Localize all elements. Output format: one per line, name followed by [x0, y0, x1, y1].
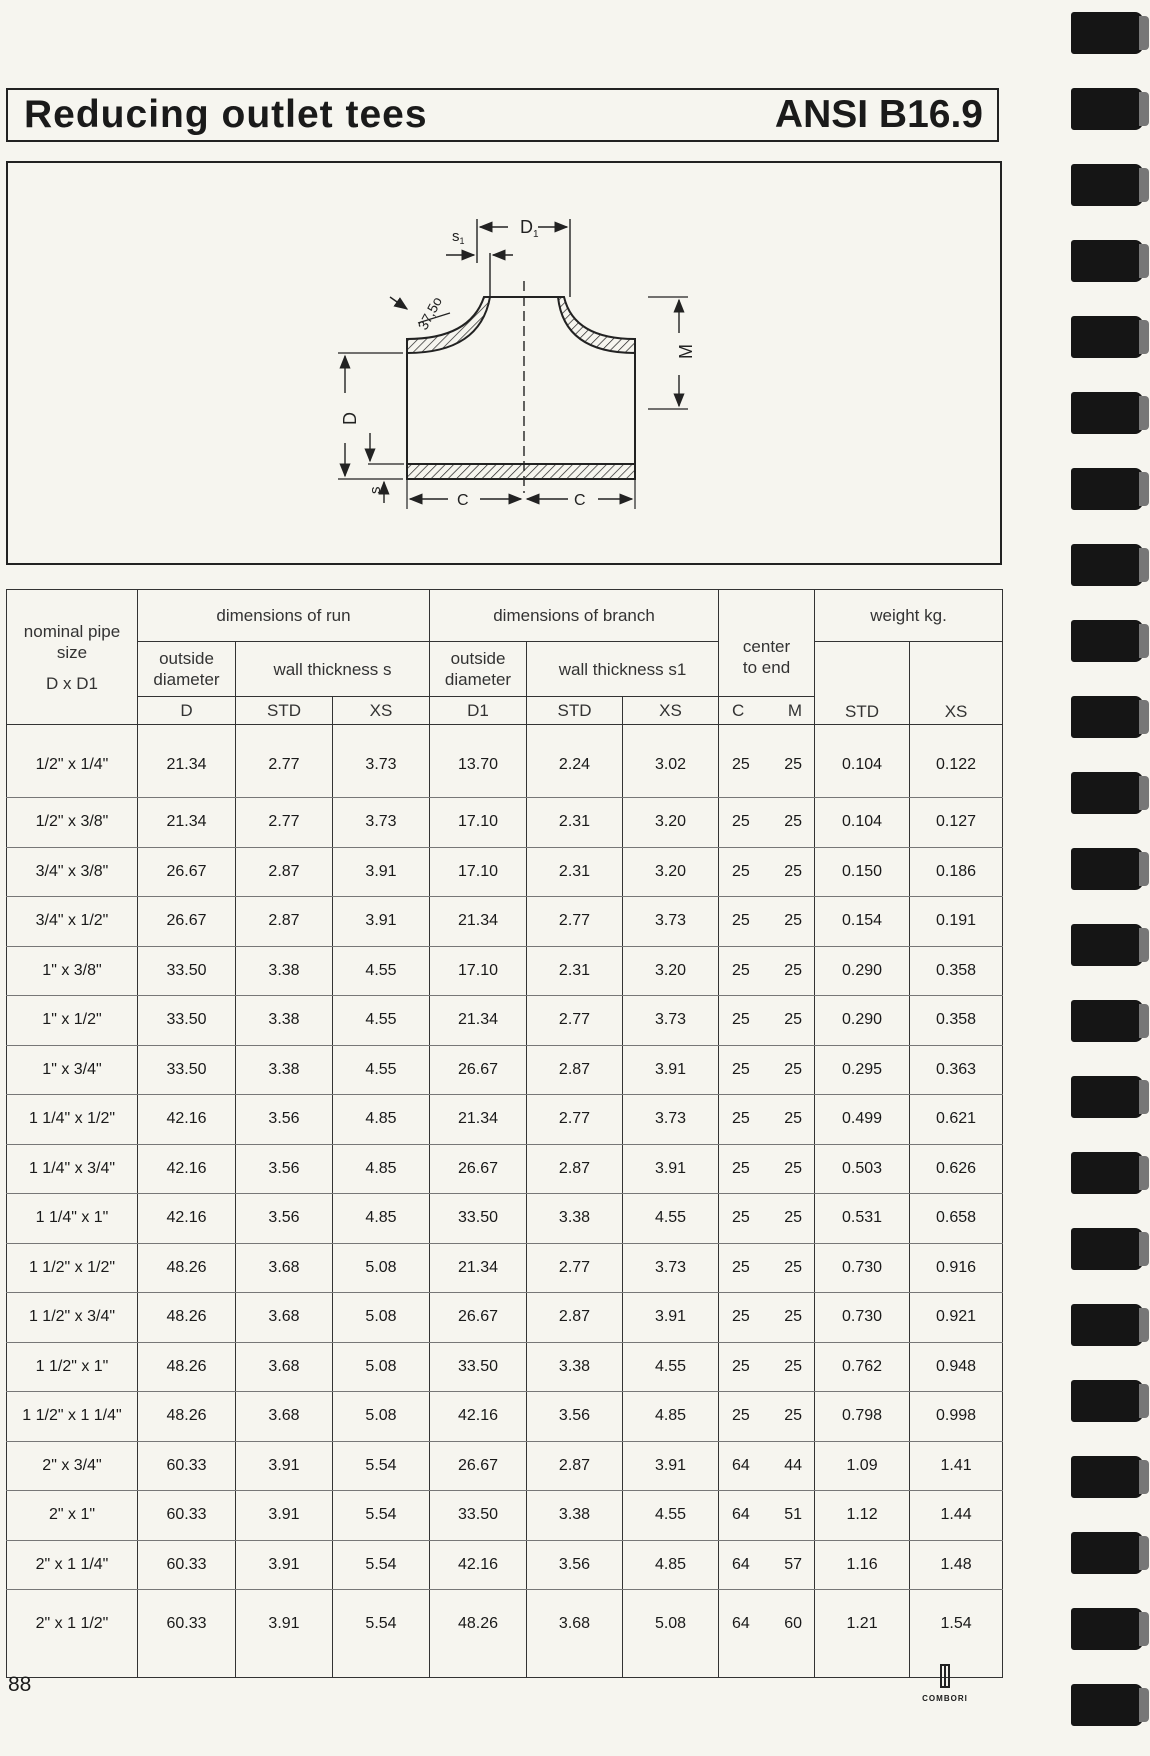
cell-run-std: 3.91 [236, 1441, 333, 1491]
cell-D1: 33.50 [430, 1342, 527, 1392]
cell-center-to-end [719, 1491, 815, 1541]
cell-br-xs: 3.73 [623, 897, 719, 947]
cell-size: 1 1/4" x 3/4" [7, 1144, 138, 1194]
cell-run-xs: 3.91 [333, 897, 430, 947]
cell-run-std: 3.91 [236, 1540, 333, 1590]
header-nominal [7, 590, 138, 725]
cell-br-xs: 5.08 [623, 1590, 719, 1678]
cell-center-to-end [719, 1045, 815, 1095]
cell-center-to-end [719, 798, 815, 848]
cell-w-std: 0.295 [815, 1045, 910, 1095]
cell-run-std: 3.38 [236, 996, 333, 1046]
cell-br-xs: 4.85 [623, 1540, 719, 1590]
cell-center-to-end [719, 1293, 815, 1343]
cell-D: 48.26 [138, 1293, 236, 1343]
cell-m: 25 [784, 1308, 803, 1326]
cell-D: 60.33 [138, 1441, 236, 1491]
cell-D: 33.50 [138, 946, 236, 996]
cell-D1: 26.67 [430, 1441, 527, 1491]
cell-m: 25 [784, 1357, 803, 1375]
header-branch: dimensions of branch [430, 590, 719, 642]
cell-br-std: 2.77 [527, 897, 623, 947]
cell-D: 42.16 [138, 1144, 236, 1194]
cell-w-xs: 0.626 [910, 1144, 1003, 1194]
label-d1: $D_1$ [520, 217, 539, 240]
cell-D1: 26.67 [430, 1293, 527, 1343]
cell-m: 25 [784, 1407, 803, 1425]
binding-ring [1071, 1608, 1143, 1650]
cell-br-std: 3.38 [527, 1491, 623, 1541]
cell-center-to-end [719, 1392, 815, 1442]
cell-c: 25 [732, 1159, 750, 1177]
cell-run-std: 3.56 [236, 1144, 333, 1194]
cell-center-to-end [719, 996, 815, 1046]
binding-ring [1071, 1304, 1143, 1346]
cell-size: 1 1/4" x 1/2" [7, 1095, 138, 1145]
cell-run-std: 3.68 [236, 1243, 333, 1293]
cell-m: 25 [784, 1060, 803, 1078]
cell-size: 1 1/2" x 3/4" [7, 1293, 138, 1343]
cell-w-xs: 1.54 [910, 1590, 1003, 1678]
binding-ring [1071, 1456, 1143, 1498]
cell-size: 3/4" x 1/2" [7, 897, 138, 947]
table-row [7, 1194, 1003, 1244]
cell-w-std: 0.150 [815, 847, 910, 897]
cell-D1: 42.16 [430, 1392, 527, 1442]
cell-w-std: 0.104 [815, 798, 910, 848]
table-row [7, 1144, 1003, 1194]
cell-br-xs: 3.20 [623, 847, 719, 897]
cell-w-xs: 0.127 [910, 798, 1003, 848]
cell-run-std: 2.77 [236, 798, 333, 848]
cell-run-xs: 5.54 [333, 1590, 430, 1678]
cell-m: 60 [784, 1614, 803, 1632]
cell-m: 25 [784, 862, 803, 880]
label-d: D [340, 412, 360, 425]
cell-c: 25 [732, 1308, 750, 1326]
cell-D: 48.26 [138, 1243, 236, 1293]
cell-size: 2" x 1 1/2" [7, 1590, 138, 1678]
cell-c: 25 [732, 756, 750, 773]
cell-br-xs: 3.91 [623, 1144, 719, 1194]
cell-size: 1 1/4" x 1" [7, 1194, 138, 1244]
cell-D: 60.33 [138, 1590, 236, 1678]
cell-m: 25 [784, 1011, 803, 1029]
cell-size: 3/4" x 3/8" [7, 847, 138, 897]
binding-ring [1071, 848, 1143, 890]
cell-center-to-end [719, 1194, 815, 1244]
cell-w-xs: 0.122 [910, 725, 1003, 798]
cell-D1: 33.50 [430, 1194, 527, 1244]
cell-w-std: 0.290 [815, 946, 910, 996]
logo-text: COMBORI [922, 1694, 968, 1703]
cell-run-std: 3.38 [236, 1045, 333, 1095]
cell-size: 1 1/2" x 1 1/4" [7, 1392, 138, 1442]
cell-run-std: 2.77 [236, 725, 333, 798]
header-center-to-end [719, 590, 815, 697]
table-row [7, 1441, 1003, 1491]
table-row [7, 1392, 1003, 1442]
cell-m: 25 [784, 912, 803, 930]
cell-w-xs: 0.658 [910, 1194, 1003, 1244]
header-run: dimensions of run [138, 590, 430, 642]
cell-run-xs: 4.85 [333, 1095, 430, 1145]
header-c: C [732, 701, 745, 720]
header-wall-thickness-branch: wall thickness s1 [527, 642, 719, 697]
cell-br-std: 3.56 [527, 1392, 623, 1442]
cell-D: 33.50 [138, 1045, 236, 1095]
cell-D: 42.16 [138, 1095, 236, 1145]
cell-br-std: 3.56 [527, 1540, 623, 1590]
cell-w-xs: 0.191 [910, 897, 1003, 947]
cell-D: 26.67 [138, 897, 236, 947]
cell-w-std: 0.798 [815, 1392, 910, 1442]
binding-ring [1071, 1684, 1143, 1726]
header-run-xs: XS [333, 697, 430, 725]
cell-br-std: 3.38 [527, 1194, 623, 1244]
binding-ring [1071, 1152, 1143, 1194]
binding-ring [1071, 772, 1143, 814]
cell-run-std: 3.91 [236, 1590, 333, 1678]
cell-D1: 17.10 [430, 847, 527, 897]
cell-c: 64 [732, 1555, 750, 1573]
cell-D: 42.16 [138, 1194, 236, 1244]
cell-c: 25 [732, 1110, 750, 1128]
spiral-binding [1065, 0, 1150, 1756]
table-row [7, 1045, 1003, 1095]
cell-w-std: 0.499 [815, 1095, 910, 1145]
table-row [7, 1590, 1003, 1678]
cell-D: 21.34 [138, 725, 236, 798]
binding-ring [1071, 620, 1143, 662]
cell-w-xs: 1.48 [910, 1540, 1003, 1590]
cell-br-xs: 3.20 [623, 798, 719, 848]
header-d1: D1 [430, 697, 527, 725]
table-row [7, 1491, 1003, 1541]
cell-w-xs: 1.44 [910, 1491, 1003, 1541]
binding-ring [1071, 468, 1143, 510]
header-run-std: STD [236, 697, 333, 725]
cell-run-xs: 3.73 [333, 725, 430, 798]
header-branch-std: STD [527, 697, 623, 725]
binding-ring [1071, 164, 1143, 206]
binding-ring [1071, 1228, 1143, 1270]
cell-D: 21.34 [138, 798, 236, 848]
cell-w-xs: 0.358 [910, 946, 1003, 996]
cell-m: 57 [784, 1555, 803, 1573]
cell-run-std: 3.56 [236, 1095, 333, 1145]
cell-run-xs: 5.54 [333, 1491, 430, 1541]
cell-c: 25 [732, 1357, 750, 1375]
cell-m: 25 [784, 1159, 803, 1177]
standard-label: ANSI B16.9 [774, 93, 983, 136]
table-row [7, 1342, 1003, 1392]
cell-D: 60.33 [138, 1491, 236, 1541]
cell-w-std: 0.730 [815, 1243, 910, 1293]
cell-D: 60.33 [138, 1540, 236, 1590]
table-row [7, 1243, 1003, 1293]
cell-run-std: 3.68 [236, 1342, 333, 1392]
cell-size: 1 1/2" x 1/2" [7, 1243, 138, 1293]
table-row [7, 1095, 1003, 1145]
cell-run-xs: 5.54 [333, 1540, 430, 1590]
label-c-left: C [457, 492, 469, 509]
cell-w-std: 1.09 [815, 1441, 910, 1491]
cell-c: 64 [732, 1456, 750, 1474]
cell-size: 2" x 1 1/4" [7, 1540, 138, 1590]
binding-ring [1071, 1076, 1143, 1118]
cell-w-xs: 1.41 [910, 1441, 1003, 1491]
cell-run-xs: 3.91 [333, 847, 430, 897]
cell-center-to-end [719, 897, 815, 947]
cell-br-std: 2.87 [527, 1441, 623, 1491]
cell-c: 25 [732, 961, 750, 979]
cell-run-std: 3.91 [236, 1491, 333, 1541]
cell-D1: 17.10 [430, 946, 527, 996]
header-weight: weight kg. [815, 590, 1003, 642]
cell-br-std: 2.87 [527, 1293, 623, 1343]
header-outside-diameter-branch: outside diameter [430, 642, 527, 697]
cell-br-std: 2.77 [527, 996, 623, 1046]
cell-br-std: 2.24 [527, 725, 623, 798]
cell-D: 48.26 [138, 1392, 236, 1442]
table-row [7, 996, 1003, 1046]
cell-run-xs: 5.08 [333, 1342, 430, 1392]
cell-br-xs: 4.55 [623, 1491, 719, 1541]
cell-run-std: 3.38 [236, 946, 333, 996]
table-row [7, 847, 1003, 897]
cell-br-std: 2.31 [527, 847, 623, 897]
cell-br-xs: 3.91 [623, 1045, 719, 1095]
cell-D: 26.67 [138, 847, 236, 897]
cell-c: 25 [732, 813, 750, 831]
table-row [7, 1293, 1003, 1343]
label-s: s [367, 486, 384, 494]
cell-br-xs: 4.85 [623, 1392, 719, 1442]
cell-m: 25 [784, 813, 803, 831]
cell-center-to-end [719, 946, 815, 996]
binding-ring [1071, 12, 1143, 54]
table-row [7, 798, 1003, 848]
cell-D1: 26.67 [430, 1144, 527, 1194]
header-c-m [719, 697, 815, 725]
cell-w-xs: 0.358 [910, 996, 1003, 1046]
tee-drawing [8, 163, 1004, 567]
cell-w-xs: 0.916 [910, 1243, 1003, 1293]
cell-br-std: 2.77 [527, 1095, 623, 1145]
cell-br-xs: 3.91 [623, 1293, 719, 1343]
label-s1: $s_1$ [452, 228, 465, 246]
cell-w-xs: 0.186 [910, 847, 1003, 897]
cell-center-to-end [719, 847, 815, 897]
cell-br-xs: 3.73 [623, 1243, 719, 1293]
publisher-logo [915, 1664, 975, 1706]
cell-D1: 42.16 [430, 1540, 527, 1590]
cell-br-xs: 3.73 [623, 1095, 719, 1145]
cell-run-xs: 5.54 [333, 1441, 430, 1491]
header-d: D [138, 697, 236, 725]
cell-size: 1 1/2" x 1" [7, 1342, 138, 1392]
cell-D1: 21.34 [430, 996, 527, 1046]
header-outside-diameter-run: outside diameter [138, 642, 236, 697]
cell-br-xs: 3.91 [623, 1441, 719, 1491]
header-weight-std: STD [815, 642, 910, 725]
cell-w-std: 0.503 [815, 1144, 910, 1194]
cell-m: 25 [784, 1110, 803, 1128]
cell-run-std: 3.68 [236, 1392, 333, 1442]
cell-c: 25 [732, 912, 750, 930]
cell-c: 25 [732, 862, 750, 880]
cell-w-std: 0.730 [815, 1293, 910, 1343]
cell-w-xs: 0.948 [910, 1342, 1003, 1392]
cell-D: 33.50 [138, 996, 236, 1046]
header-nominal-text: nominal pipe size [23, 621, 121, 662]
cell-center-to-end [719, 1540, 815, 1590]
cell-D1: 17.10 [430, 798, 527, 848]
header-m: M [787, 701, 803, 720]
cell-c: 64 [732, 1506, 750, 1524]
cell-run-xs: 3.73 [333, 798, 430, 848]
cell-br-std: 2.31 [527, 946, 623, 996]
cell-D1: 33.50 [430, 1491, 527, 1541]
binding-ring [1071, 316, 1143, 358]
cell-c: 64 [732, 1614, 750, 1632]
cell-br-xs: 3.02 [623, 725, 719, 798]
cell-run-xs: 4.55 [333, 946, 430, 996]
cell-br-xs: 3.20 [623, 946, 719, 996]
cell-br-std: 2.87 [527, 1045, 623, 1095]
cell-D: 48.26 [138, 1342, 236, 1392]
cell-size: 1" x 3/4" [7, 1045, 138, 1095]
table-row [7, 946, 1003, 996]
cell-size: 1/2" x 3/8" [7, 798, 138, 848]
cell-run-std: 2.87 [236, 897, 333, 947]
cell-D1: 13.70 [430, 725, 527, 798]
cell-size: 2" x 1" [7, 1491, 138, 1541]
cell-w-std: 1.16 [815, 1540, 910, 1590]
cell-c: 25 [732, 1011, 750, 1029]
cell-w-std: 0.104 [815, 725, 910, 798]
cell-run-xs: 4.85 [333, 1144, 430, 1194]
binding-ring [1071, 240, 1143, 282]
cell-br-std: 2.87 [527, 1144, 623, 1194]
cell-D1: 21.34 [430, 1095, 527, 1145]
cell-D1: 21.34 [430, 897, 527, 947]
cell-c: 25 [732, 1407, 750, 1425]
binding-ring [1071, 1000, 1143, 1042]
cell-br-std: 2.77 [527, 1243, 623, 1293]
binding-ring [1071, 88, 1143, 130]
cell-center-to-end [719, 1342, 815, 1392]
cell-D1: 26.67 [430, 1045, 527, 1095]
cell-run-xs: 4.55 [333, 1045, 430, 1095]
cell-m: 25 [784, 961, 803, 979]
cell-m: 25 [784, 1258, 803, 1276]
cell-w-xs: 0.621 [910, 1095, 1003, 1145]
header-branch-xs: XS [623, 697, 719, 725]
cell-size: 1" x 1/2" [7, 996, 138, 1046]
logo-mark-icon [940, 1664, 950, 1688]
cell-br-std: 3.68 [527, 1590, 623, 1678]
cell-size: 1" x 3/8" [7, 946, 138, 996]
cell-run-std: 2.87 [236, 847, 333, 897]
label-c-right: C [574, 492, 586, 509]
cell-run-xs: 5.08 [333, 1293, 430, 1343]
cell-w-std: 0.290 [815, 996, 910, 1046]
cell-center-to-end [719, 1095, 815, 1145]
page-header [6, 88, 999, 142]
cell-center-to-end [719, 1243, 815, 1293]
cell-run-xs: 4.55 [333, 996, 430, 1046]
cell-run-xs: 5.08 [333, 1392, 430, 1442]
cell-m: 25 [784, 1209, 803, 1227]
header-wall-thickness-run: wall thickness s [236, 642, 430, 697]
cell-br-std: 2.31 [527, 798, 623, 848]
cell-center-to-end [719, 1590, 815, 1678]
cell-run-xs: 5.08 [333, 1243, 430, 1293]
binding-ring [1071, 544, 1143, 586]
dimensions-table [6, 589, 1003, 1678]
cell-center-to-end [719, 1441, 815, 1491]
binding-ring [1071, 1380, 1143, 1422]
cell-w-std: 0.531 [815, 1194, 910, 1244]
cell-m: 51 [784, 1506, 803, 1524]
header-dxd1: D x D1 [46, 673, 98, 693]
binding-ring [1071, 1532, 1143, 1574]
cell-m: 44 [784, 1456, 803, 1474]
binding-ring [1071, 924, 1143, 966]
cell-w-std: 0.154 [815, 897, 910, 947]
cell-c: 25 [732, 1258, 750, 1276]
binding-ring [1071, 696, 1143, 738]
cell-D1: 21.34 [430, 1243, 527, 1293]
cell-w-xs: 0.363 [910, 1045, 1003, 1095]
cell-m: 25 [784, 756, 803, 773]
cell-center-to-end [719, 1144, 815, 1194]
cell-run-std: 3.68 [236, 1293, 333, 1343]
cell-w-std: 0.762 [815, 1342, 910, 1392]
cell-w-xs: 0.921 [910, 1293, 1003, 1343]
cell-run-std: 3.56 [236, 1194, 333, 1244]
cell-w-xs: 0.998 [910, 1392, 1003, 1442]
cell-br-std: 3.38 [527, 1342, 623, 1392]
header-weight-xs: XS [910, 642, 1003, 725]
cell-br-xs: 3.73 [623, 996, 719, 1046]
page-title: Reducing outlet tees [24, 93, 428, 136]
header-center-to-end-text: center to end [742, 637, 791, 677]
cell-run-xs: 4.85 [333, 1194, 430, 1244]
cell-c: 25 [732, 1209, 750, 1227]
cell-w-std: 1.12 [815, 1491, 910, 1541]
table-row [7, 897, 1003, 947]
table-row [7, 725, 1003, 798]
cell-size: 1/2" x 1/4" [7, 725, 138, 798]
cell-br-xs: 4.55 [623, 1194, 719, 1244]
label-angle: 37,5o [414, 293, 446, 333]
cell-br-xs: 4.55 [623, 1342, 719, 1392]
binding-ring [1071, 392, 1143, 434]
tee-diagram [6, 161, 1002, 565]
page-number: 88 [8, 1673, 32, 1696]
table-row [7, 1540, 1003, 1590]
cell-D1: 48.26 [430, 1590, 527, 1678]
label-m: M [676, 344, 696, 359]
cell-center-to-end [719, 725, 815, 798]
cell-c: 25 [732, 1060, 750, 1078]
cell-size: 2" x 3/4" [7, 1441, 138, 1491]
cell-w-std: 1.21 [815, 1590, 910, 1678]
